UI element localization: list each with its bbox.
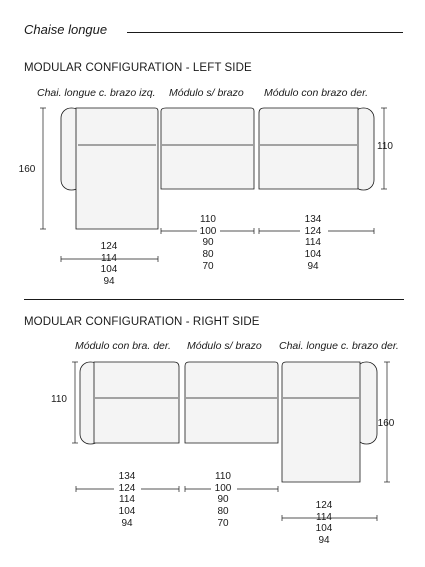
right-height-160: 160 bbox=[377, 418, 395, 429]
right-arm-module-seat bbox=[94, 362, 179, 443]
left-config-title: MODULAR CONFIGURATION - LEFT SIDE bbox=[24, 62, 252, 74]
left-height-160: 160 bbox=[18, 164, 36, 175]
left-arm-module-seat bbox=[259, 108, 358, 189]
right-chaise-seat bbox=[282, 362, 360, 482]
right-middle-module bbox=[185, 362, 278, 443]
left-label-middle: Módulo s/ brazo bbox=[169, 87, 244, 99]
right-widths-arm: 134 124 114 104 94 bbox=[118, 471, 136, 529]
left-widths-middle: 110 100 90 80 70 bbox=[199, 214, 217, 272]
right-widths-chaise: 124 114 104 94 bbox=[315, 500, 333, 547]
left-widths-chaise: 124 114 104 94 bbox=[100, 241, 118, 288]
left-label-chaise: Chai. longue c. brazo izq. bbox=[37, 87, 156, 99]
right-label-chaise: Chai. longue c. brazo der. bbox=[279, 340, 399, 352]
right-label-arm: Módulo con bra. der. bbox=[75, 340, 171, 352]
left-label-arm: Módulo con brazo der. bbox=[264, 87, 369, 99]
page-title: Chaise longue bbox=[24, 22, 108, 37]
right-label-middle: Módulo s/ brazo bbox=[187, 340, 262, 352]
left-middle-module bbox=[161, 108, 254, 189]
left-height-110: 110 bbox=[377, 141, 393, 152]
left-chaise-seat bbox=[76, 108, 158, 229]
right-config-title: MODULAR CONFIGURATION - RIGHT SIDE bbox=[24, 316, 260, 328]
right-height-110: 110 bbox=[51, 394, 67, 405]
left-widths-arm: 134 124 114 104 94 bbox=[304, 214, 322, 272]
right-widths-middle: 110 100 90 80 70 bbox=[214, 471, 232, 529]
